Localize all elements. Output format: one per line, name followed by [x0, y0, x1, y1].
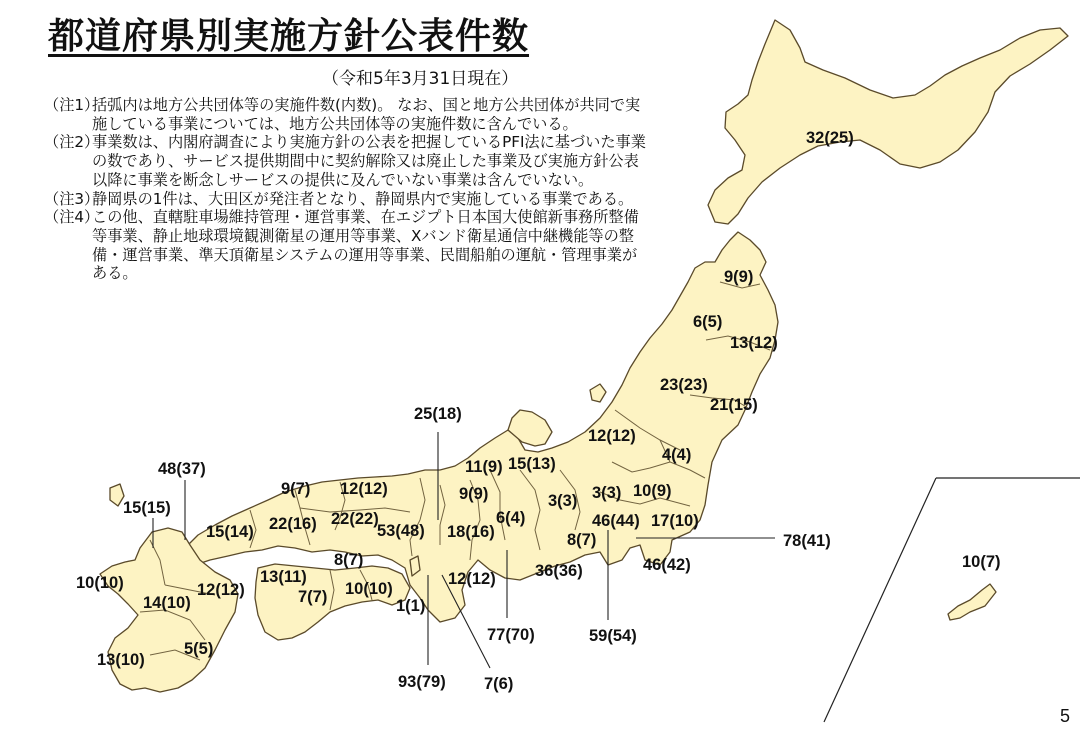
inset-line-diagonal	[824, 478, 936, 722]
okinawa-inset-frame	[824, 478, 1080, 722]
count-label-gifu: 9(9)	[459, 485, 489, 503]
count-label-miyagi: 21(15)	[710, 396, 758, 414]
count-label-hokkaido: 32(25)	[806, 129, 854, 147]
count-label-kagoshima: 13(10)	[97, 651, 145, 669]
count-label-yamanashi: 8(7)	[567, 531, 597, 549]
count-label-fukushima: 4(4)	[662, 446, 692, 464]
count-label-saga: 15(15)	[123, 499, 171, 517]
note-text: 括弧内は地方公共団体等の実施件数(内数)。 なお、国と地方公共団体が共同で実施している事業については、地方公共団体等の実施件数に含んでいる。	[92, 96, 641, 133]
count-label-mie: 12(12)	[448, 570, 496, 588]
count-label-kyoto: 18(16)	[447, 523, 495, 541]
page-number: 5	[1059, 706, 1070, 726]
count-label-shizuoka: 36(36)	[535, 562, 583, 580]
region-sado	[590, 384, 606, 402]
count-label-nagano: 3(3)	[548, 492, 578, 510]
count-label-niigata: 12(12)	[588, 427, 636, 445]
count-label-chiba: 46(42)	[643, 556, 691, 574]
map-land	[100, 20, 1068, 692]
count-label-okayama: 22(22)	[331, 510, 379, 528]
count-label-ibaraki: 17(10)	[651, 512, 699, 530]
count-label-fukui: 11(9)	[465, 458, 503, 476]
count-label-nagasaki: 10(10)	[76, 574, 124, 592]
page-title: 都道府県別実施方針公表件数	[48, 16, 530, 57]
count-label-shiga: 6(4)	[496, 509, 526, 527]
region-hokkaido	[708, 20, 1068, 224]
note-label: （注1）	[44, 96, 100, 114]
note-label: （注3）	[44, 189, 100, 208]
count-label-aomori: 9(9)	[724, 268, 754, 286]
count-label-toyama: 15(13)	[508, 455, 556, 473]
count-label-shimane: 9(7)	[281, 480, 311, 498]
note-text: この他、直轄駐車場維持管理・運営事業、在エジプト日本国大使館新事務所整備等事業、静止地球環境観測衛星の運用等事業、Xバンド衛星通信中継機能等の整備・運営事業、準天頂衛星システムの運用等事業、民間船舶の運航・管理事業がある。	[92, 208, 639, 283]
count-label-oita: 12(12)	[197, 581, 245, 599]
count-label-gunma: 3(3)	[592, 484, 622, 502]
count-label-hyogo: 53(48)	[377, 522, 425, 540]
region-tsushima	[110, 484, 124, 506]
note-text: 事業数は、内閣府調査により実施方針の公表を把握しているPFI法に基づいた事業の数であり、サービス提供期間中に契約解除又は廃止した事業及び実施方針公表以降に事業を断念しサービスの提供に及んでいない事業は含んでいない。	[92, 133, 646, 189]
count-label-tochigi: 10(9)	[633, 482, 672, 500]
note-label: （注4）	[44, 208, 100, 227]
note-text: 静岡県の1件は、大田区が発注者となり、静岡県内で実施している事業である。	[92, 189, 634, 208]
count-label-fukuoka: 48(37)	[158, 460, 206, 478]
count-label-ehime: 13(11)	[260, 568, 307, 586]
count-label-tokushima: 10(10)	[345, 580, 393, 598]
count-label-kagawa: 8(7)	[334, 551, 364, 569]
count-label-yamaguchi: 15(14)	[206, 523, 254, 541]
leader-line	[442, 575, 490, 668]
count-label-kumamoto: 14(10)	[143, 594, 191, 612]
count-label-iwate: 13(12)	[730, 334, 778, 352]
count-label-saitama: 46(44)	[592, 512, 640, 530]
note-label: （注2）	[44, 133, 100, 152]
count-label-ishikawa: 25(18)	[414, 405, 462, 423]
count-label-wakayama: 7(6)	[484, 675, 514, 693]
count-label-miyazaki: 5(5)	[184, 640, 214, 658]
count-label-kanagawa: 59(54)	[589, 627, 637, 645]
region-okinawa	[948, 584, 996, 620]
count-label-yamagata: 23(23)	[660, 376, 708, 394]
count-label-nara: 1(1)	[396, 597, 426, 615]
count-label-akita: 6(5)	[693, 313, 723, 331]
count-label-hiroshima: 22(16)	[269, 515, 317, 533]
count-label-okinawa: 10(7)	[962, 553, 1001, 571]
count-label-tokyo: 78(41)	[783, 532, 831, 550]
count-label-tottori: 12(12)	[340, 480, 388, 498]
count-label-kochi: 7(7)	[298, 588, 328, 606]
as-of-date: （令和5年3月31日現在）	[322, 69, 519, 89]
count-label-osaka: 93(79)	[398, 673, 446, 691]
count-label-aichi: 77(70)	[487, 626, 535, 644]
